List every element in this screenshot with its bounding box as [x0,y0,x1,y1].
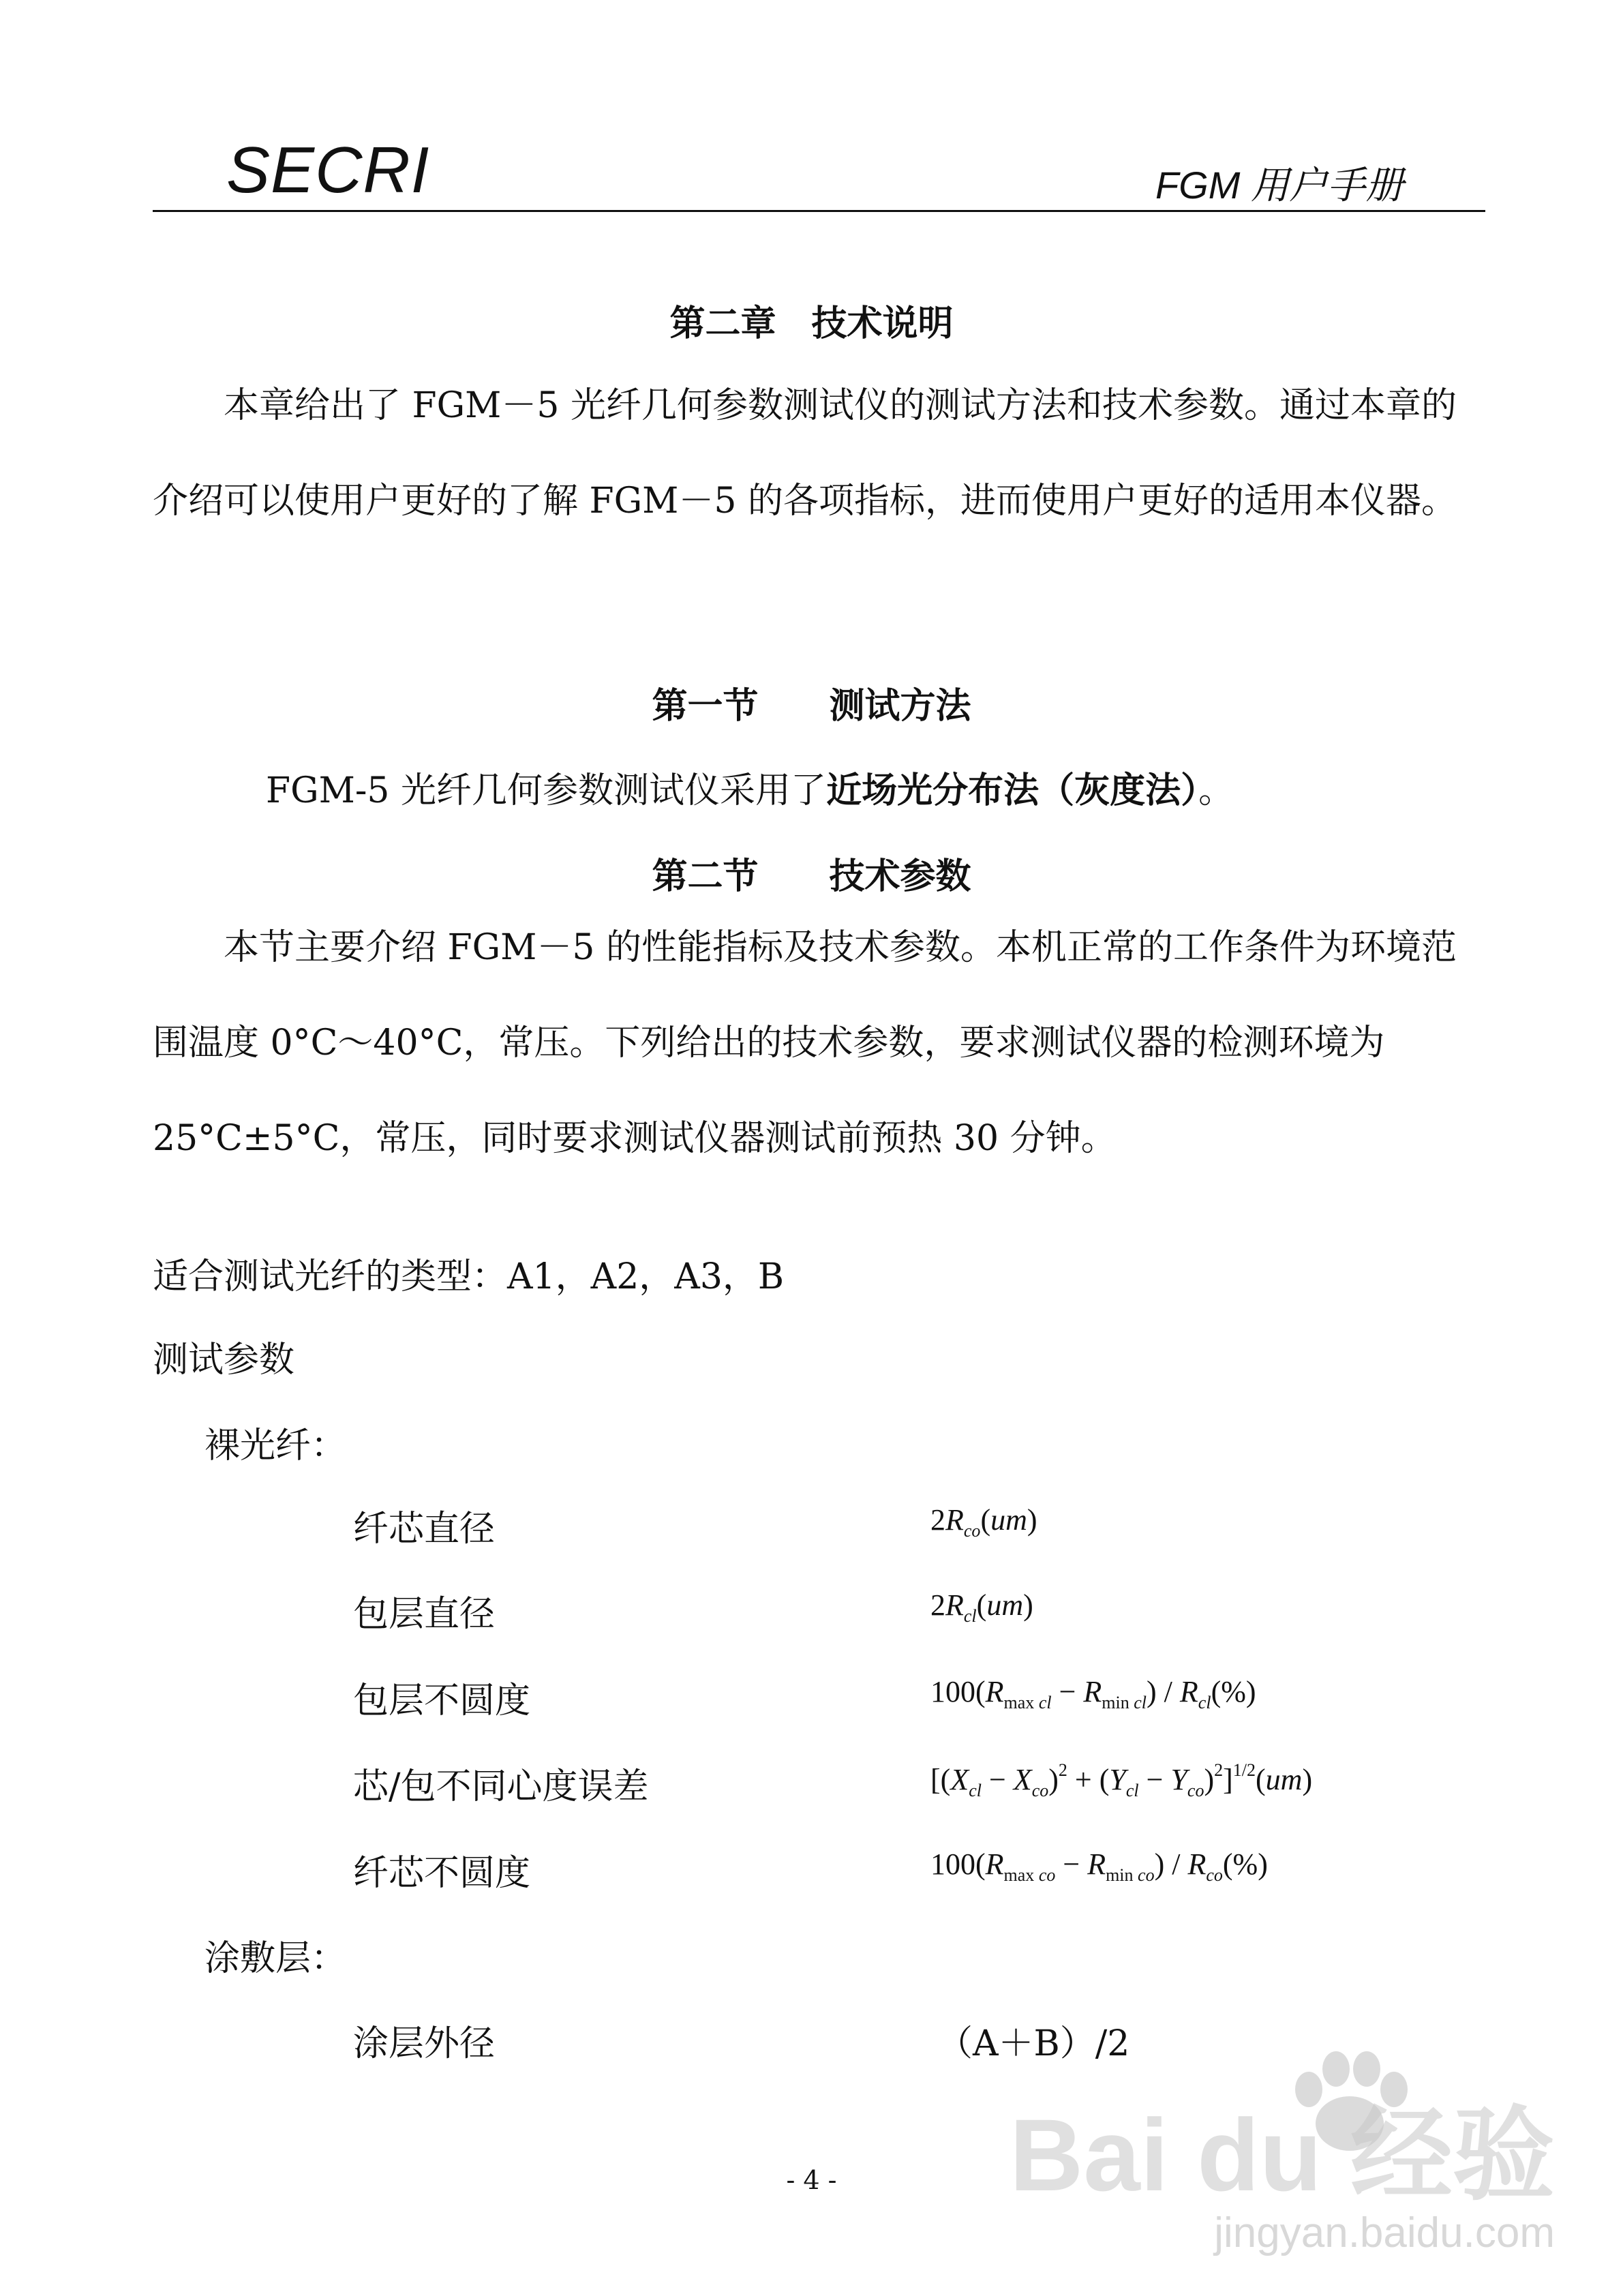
formula-cladding-noncircularity: $100(R_{max cl} - R_{min cl}) / R_{cl}(\%)$ [930,1675,1256,1712]
param-core-diameter: 纤芯直径 [353,1509,496,1550]
section2-text: 本节主要介绍 FGM－5 的性能指标及技术参数。本机正常的工作条件为环境范围温度 0°C～40°C，常压。下列给出的技术参数，要求测试仪器的检测环境为 25°C±5°C，常压，同时要求测试仪器测试前预热 30 分钟。 [153,927,1457,1159]
section1-text-suffix: 。 [1198,770,1234,811]
page-number: - 4 - [786,2165,837,2195]
section1-text-bold: 近场光分布法（灰度法） [826,770,1199,811]
param-cladding-noncircularity: 包层不圆度 [353,1680,531,1721]
formula-core-noncircularity: $100(R_{max co} - R_{min co}) / R_{co}(\%)$ [930,1847,1268,1885]
header-title: FGM 用户手册 [1155,164,1404,207]
param-concentricity-error: 芯/包不同心度误差 [353,1766,649,1807]
formula-coating-outer-diameter: （A＋B）/2 [937,2023,1130,2064]
section2-title: 第二节 技术参数 [652,856,971,897]
watermark-brand: Bai du 经验 [1009,2098,1555,2212]
section1-text-prefix: FGM-5 光纤几何参数测试仪采用了 [266,770,827,811]
param-coating-outer-diameter: 涂层外径 [353,2023,496,2064]
header-logo: SECRI [226,134,430,207]
bare-fiber-label: 裸光纤： [204,1425,347,1466]
fiber-types: 适合测试光纤的类型：A1，A2，A3，B [153,1256,785,1297]
formula-cladding-diameter: $2R_{cl}(um)$ [930,1588,1033,1626]
coating-label: 涂敷层： [204,1938,347,1979]
param-cladding-diameter: 包层直径 [353,1594,496,1635]
chapter-title: 第二章 技术说明 [669,303,954,344]
formula-concentricity-error: $[(X_{cl} - X_{co})^2 + (Y_{cl} - Y_{co})^2]^{1/2}(um)$ [930,1760,1313,1800]
header-rule [153,210,1485,212]
param-core-noncircularity: 纤芯不圆度 [353,1853,531,1894]
test-params-label: 测试参数 [153,1340,295,1380]
formula-core-diameter: $2R_{co}(um)$ [930,1503,1037,1541]
section1-title: 第一节 测试方法 [652,685,971,727]
watermark-url: jingyan.baidu.com [1214,2209,1555,2256]
chapter-intro: 本章给出了 FGM－5 光纤几何参数测试仪的测试方法和技术参数。通过本章的介绍可以使用户更好的了解 FGM－5 的各项指标，进而使用户更好的适用本仪器。 [153,385,1457,522]
section1-text [266,743,1234,839]
